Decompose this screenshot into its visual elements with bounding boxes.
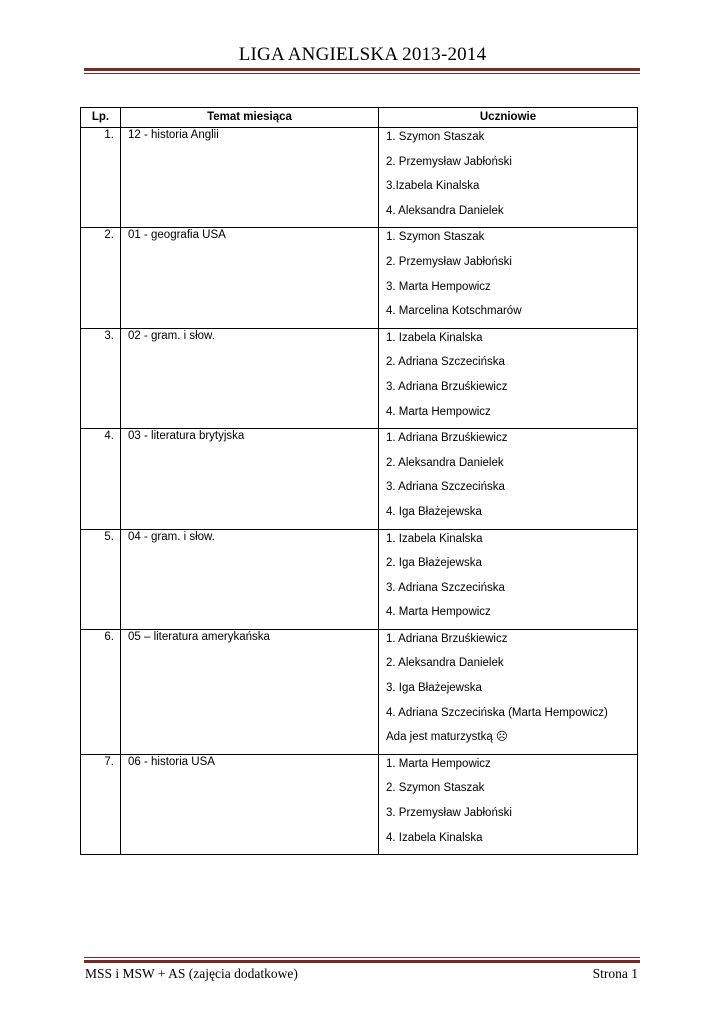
- row-students: [379, 629, 638, 754]
- row-topic: 05 – literatura amerykańska: [121, 629, 379, 754]
- row-students: [379, 429, 638, 529]
- row-students: [379, 328, 638, 428]
- row-topic: 02 - gram. i słow.: [121, 328, 379, 428]
- student-entry: 3. Adriana Szczecińska: [386, 581, 505, 594]
- header-rule-thin: [84, 73, 640, 74]
- table-row: [81, 754, 638, 854]
- student-entry: 2. Adriana Szczecińska: [386, 356, 505, 369]
- student-entry: 2. Aleksandra Danielek: [386, 657, 504, 670]
- student-entry: 1. Adriana Brzuśkiewicz: [386, 432, 508, 445]
- student-entry: 4. Marcelina Kotschmarów: [386, 305, 522, 318]
- student-entry: 3. Iga Błażejewska: [386, 682, 482, 695]
- row-number: 4.: [81, 429, 121, 529]
- table-row: [81, 629, 638, 754]
- row-students: [379, 754, 638, 854]
- student-entry: 4. Adriana Szczecińska (Marta Hempowicz): [386, 706, 608, 719]
- row-topic: 01 - geografia USA: [121, 228, 379, 328]
- student-entry: 4. Marta Hempowicz: [386, 606, 491, 619]
- student-entry: 1. Adriana Brzuśkiewicz: [386, 632, 508, 645]
- row-number: 6.: [81, 629, 121, 754]
- row-topic: 03 - literatura brytyjska: [121, 429, 379, 529]
- student-entry: 3. Adriana Brzuśkiewicz: [386, 380, 508, 393]
- row-students: [379, 529, 638, 629]
- student-entry: 3.Izabela Kinalska: [386, 180, 480, 193]
- footer-rule-thick: [84, 960, 640, 963]
- table-row: [81, 529, 638, 629]
- row-number: 5.: [81, 529, 121, 629]
- table-row: [81, 128, 638, 228]
- student-entry: 3. Przemysław Jabłoński: [386, 807, 512, 820]
- student-entry: 1. Izabela Kinalska: [386, 331, 483, 344]
- row-number: 3.: [81, 328, 121, 428]
- student-entry: 1. Szymon Staszak: [386, 131, 485, 143]
- table-row: [81, 328, 638, 428]
- student-entry: 2. Przemysław Jabłoński: [386, 255, 512, 268]
- column-header-topic: Temat miesiąca: [121, 108, 379, 128]
- row-topic: 12 - historia Anglii: [121, 128, 379, 228]
- table-row: [81, 429, 638, 529]
- table-header-row: [81, 108, 638, 128]
- student-entry: 3. Marta Hempowicz: [386, 280, 491, 293]
- league-table: [80, 107, 638, 855]
- row-number: 7.: [81, 754, 121, 854]
- student-entry: 3. Adriana Szczecińska: [386, 481, 505, 494]
- student-note: Ada jest maturzystką ☹: [386, 731, 508, 744]
- page-title: LIGA ANGIELSKA 2013-2014: [238, 44, 487, 65]
- column-header-lp: Lp.: [81, 108, 121, 128]
- student-entry: 2. Aleksandra Danielek: [386, 456, 504, 469]
- row-number: 1.: [81, 128, 121, 228]
- row-number: 2.: [81, 228, 121, 328]
- footer-rule-thin: [84, 957, 640, 958]
- footer-left-text: MSS i MSW + AS (zajęcia dodatkowe): [85, 966, 298, 981]
- student-entry: 4. Marta Hempowicz: [386, 405, 491, 418]
- student-entry: 2. Przemysław Jabłoński: [386, 155, 512, 168]
- header-rule-thick: [84, 68, 640, 71]
- page-number: Strona 1: [592, 966, 638, 981]
- student-entry: 2. Szymon Staszak: [386, 782, 485, 795]
- student-entry: 1. Szymon Staszak: [386, 231, 485, 244]
- student-entry: 2. Iga Błażejewska: [386, 557, 482, 570]
- student-entry: 1. Marta Hempowicz: [386, 757, 491, 770]
- student-entry: 1. Izabela Kinalska: [386, 532, 483, 545]
- row-topic: 06 - historia USA: [121, 754, 379, 854]
- row-students: [379, 228, 638, 328]
- student-entry: 4. Iga Błażejewska: [386, 505, 482, 518]
- row-topic: 04 - gram. i słow.: [121, 529, 379, 629]
- row-students: [379, 128, 638, 228]
- column-header-students: Uczniowie: [379, 108, 638, 128]
- student-entry: 4. Izabela Kinalska: [386, 831, 483, 844]
- student-entry: 4. Aleksandra Danielek: [386, 204, 504, 217]
- table-row: [81, 228, 638, 328]
